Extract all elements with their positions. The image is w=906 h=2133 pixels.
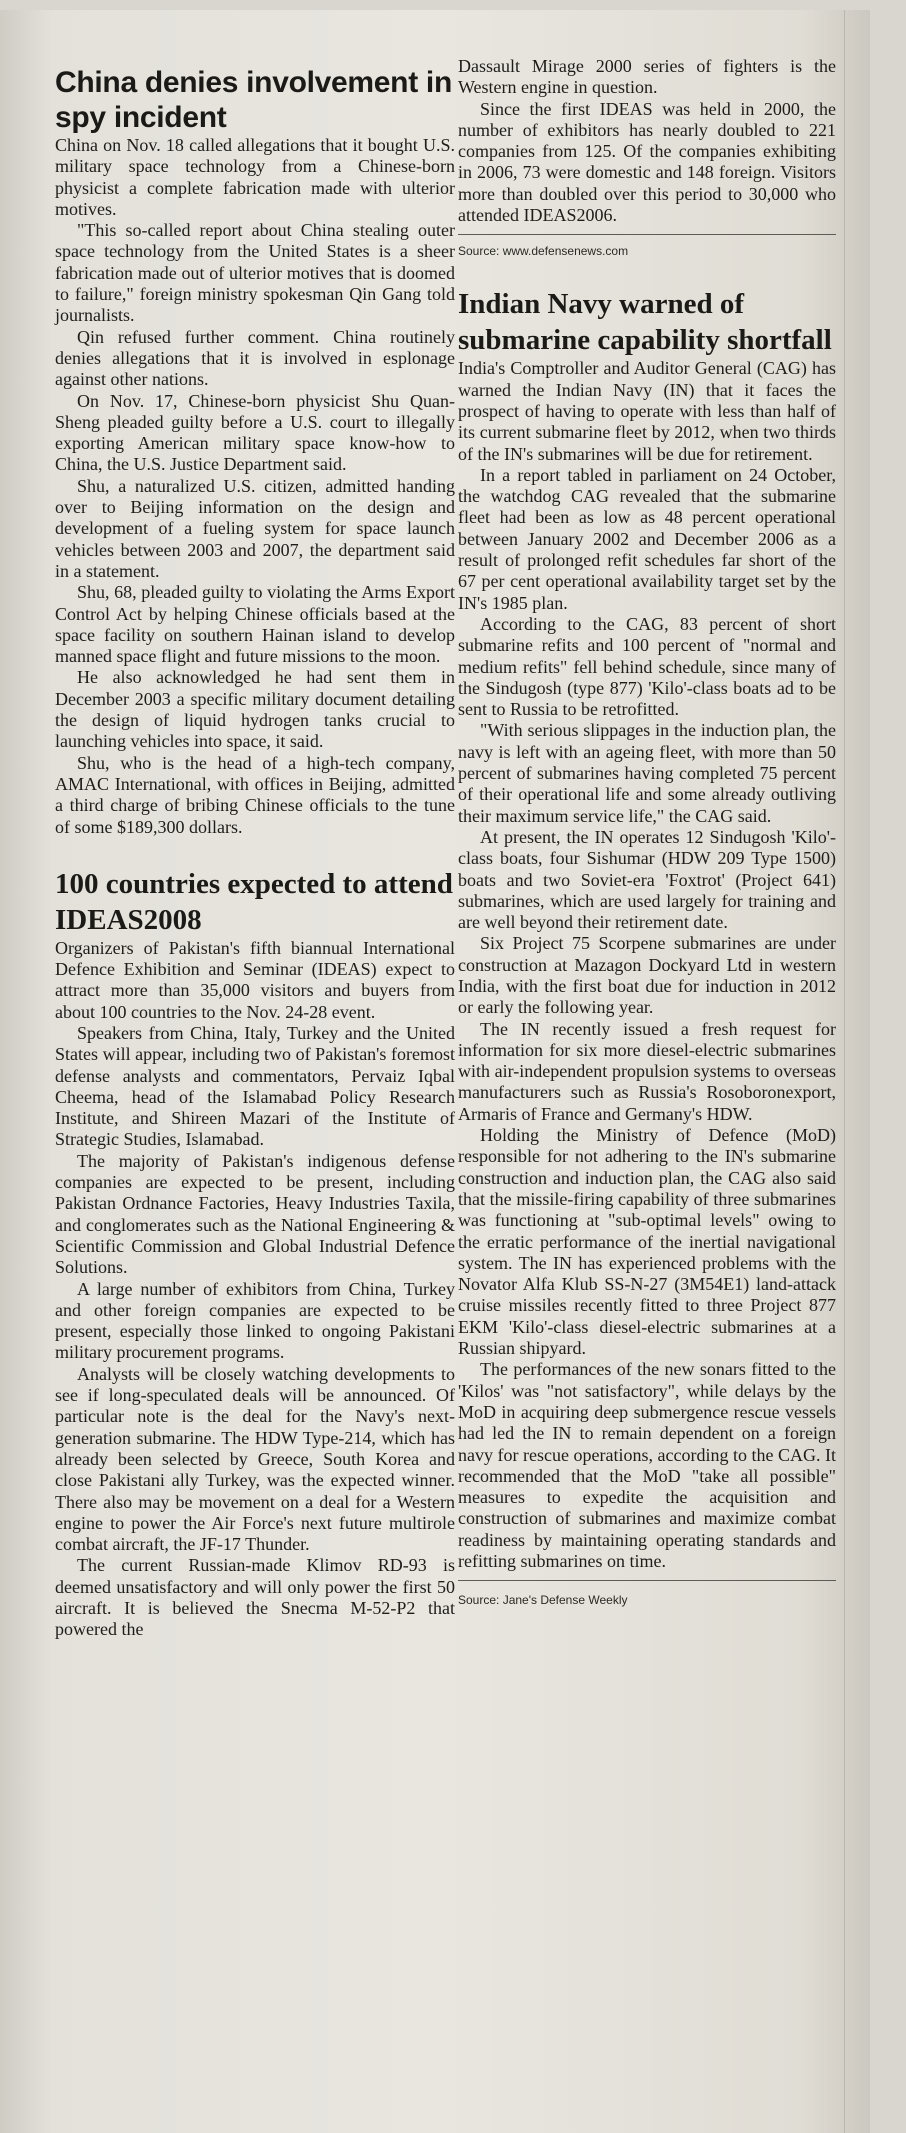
navy-paragraph: At present, the IN operates 12 Sindugosh 'Kilo'-class boats, four Sishumar (HDW 209 Type 1500) boats and two Soviet-era 'Foxtrot' (Project 641) submarines, which are used largely for training and are well beyond their retirement date. [458, 826, 836, 933]
spy-headline: China denies involvement in spy incident [55, 66, 452, 134]
ideas-source: Source: www.defensenews.com [458, 244, 629, 259]
navy-paragraph: The IN recently issued a fresh request for information for six more diesel-electric submarines with air-independent propulsion systems to overseas manufacturers such as Russia's Rosoboronexport, Armaris of France and Germany's HDW. [458, 1018, 836, 1124]
spy-paragraph: "This so-called report about China stealing outer space technology from the United States is a sheer fabrication made out of ulterior motives that is doomed to failure," foreign ministry spokesman Qin Gang told journalists. [55, 220, 455, 326]
navy-source: Source: Jane's Defense Weekly [458, 1593, 628, 1608]
navy-headline: Indian Navy warned of submarine capability shortfall [458, 288, 832, 357]
column-divider [844, 10, 845, 2133]
ideas-paragraph: Analysts will be closely watching developments to see if long-speculated deals will be announced. Of particular note is the deal for the Navy's next-generation submarine. The HDW Type-214, which has already been selected by Greece, South Korea and close Pakistani ally Turkey, was the expected winner. There also may be movement on a deal for a Western engine to power the Air Force's next future multirole combat aircraft, the JF-17 Thunder. [55, 1363, 455, 1555]
ideas-paragraph: A large number of exhibitors from China, Turkey and other foreign companies are expected to be present, especially those linked to ongoing Pakistani military procurement programs. [55, 1278, 455, 1363]
ideas-headline: 100 countries expected to attend IDEAS2008 [55, 867, 453, 936]
ideas-paragraph-continuation: Dassault Mirage 2000 series of fighters is the Western engine in question. [458, 56, 836, 98]
column-right [458, 10, 836, 1607]
spy-paragraph: Shu, 68, pleaded guilty to violating the Arms Export Control Act by helping Chinese officials based at the space facility on southern Hainan island to develop manned space flight and future missions to the moon. [55, 582, 455, 667]
navy-paragraph: In a report tabled in parliament on 24 October, the watchdog CAG revealed that the submarine fleet had been as low as 48 percent operational between January 2002 and December 2006 as a result of prolonged refit schedules far short of the 67 per cent operational availability target set by the IN's 1985 plan. [458, 464, 836, 613]
ideas-paragraph-continued: The current Russian-made Klimov RD-93 is deemed unsatisfactory and will only power the first 50 aircraft. It is believed the Snecma M-52-P2 that powered the [55, 1555, 455, 1640]
navy-paragraph: India's Comptroller and Auditor General (CAG) has warned the Indian Navy (IN) that it faces the prospect of having to operate with less than half of its current submarine fleet by 2012, when two thirds of the IN's submarines will be due for retirement. [458, 358, 836, 464]
spy-paragraph: China on Nov. 18 called allegations that it bought U.S. military space technology from a Chinese-born physicist a complete fabrication made with ulterior motives. [55, 135, 455, 219]
navy-paragraph: Holding the Ministry of Defence (MoD) responsible for not adhering to the IN's submarine construction and induction plan, the CAG also said that the missile-firing capability of three submarines was functioning at "sub-optimal levels" owing to the erratic performance of the inertial navigational system. The IN has experienced problems with the Novator Alfa Klub SS-N-27 (3M54E1) land-attack cruise missiles recently fitted to three Project 877 EKM 'Kilo'-class diesel-electric submarines at a Russian shipyard. [458, 1125, 836, 1359]
source-rule [458, 1580, 836, 1581]
ideas-paragraph: Since the first IDEAS was held in 2000, the number of exhibitors has nearly doubled to 221 companies from 125. Of the companies exhibiting in 2006, 73 were domestic and 148 foreign. Visitors more than doubled over this period to 30,000 who attended IDEAS2006. [458, 98, 836, 226]
navy-paragraph: According to the CAG, 83 percent of short submarine refits and 100 percent of "normal and medium refits" fell behind schedule, since many of the Sindugosh (type 877) 'Kilo'-class boats ad to be sent to Russia to be retrofitted. [458, 613, 836, 720]
navy-paragraph: "With serious slippages in the induction plan, the navy is left with an ageing fleet, with more than 50 percent of submarines having completed 75 percent of their operational life and some already outliving their maximum service life," the CAG said. [458, 720, 836, 826]
spy-paragraph: On Nov. 17, Chinese-born physicist Shu Quan-Sheng pleaded guilty before a U.S. court to illegally exporting American military space know-how to China, the U.S. Justice Department said. [55, 390, 455, 475]
spy-paragraph: Shu, who is the head of a high-tech company, AMAC International, with offices in Beijing, admitted a third charge of bribing Chinese officials to the tune of some $189,300 dollars. [55, 752, 455, 837]
navy-paragraph: Six Project 75 Scorpene submarines are under construction at Mazagon Dockyard Ltd in western India, with the first boat due for induction in 2012 or early the following year. [458, 933, 836, 1018]
ideas-paragraph: Organizers of Pakistan's fifth biannual International Defence Exhibition and Seminar (IDEAS) expect to attract more than 35,000 visitors and buyers from about 100 countries to the Nov. 24-28 event. [55, 937, 455, 1022]
spy-paragraph: He also acknowledged he had sent them in December 2003 a specific military document detailing the design of liquid hydrogen tanks crucial to launching vehicles into space, it said. [55, 667, 455, 752]
navy-paragraph: The performances of the new sonars fitted to the 'Kilos' was "not satisfactory", while delays by the MoD in acquiring deep submergence rescue vessels had led the IN to remain dependent on a foreign navy for rescue operations, according to the CAG. It recommended that the MoD "take all possible" measures to expedite the acquisition and construction of submarines and maximize combat readiness by maintaining operating standards and refitting submarines on time. [458, 1359, 836, 1571]
ideas-paragraph: Speakers from China, Italy, Turkey and the United States will appear, including two of Pakistan's foremost defense analysts and commentators, Pervaiz Iqbal Cheema, head of the Islamabad Policy Research Institute, and Shireen Mazari of the Institute of Strategic Studies, Islamabad. [55, 1022, 455, 1150]
spy-paragraph: Qin refused further comment. China routinely denies allegations that it is involved in esplonage against other nations. [55, 326, 455, 390]
source-rule [458, 234, 836, 235]
column-left [55, 10, 455, 1641]
ideas-paragraph: The majority of Pakistan's indigenous defense companies are expected to be present, including Pakistan Ordnance Factories, Heavy Industries Taxila, and conglomerates such as the National Engineering & Scientific Commission and Global Industrial Defence Solutions. [55, 1150, 455, 1278]
spy-paragraph: Shu, a naturalized U.S. citizen, admitted handing over to Beijing information on the design and development of a fueling system for space launch vehicles between 2003 and 2007, the department said in a statement. [55, 475, 455, 581]
